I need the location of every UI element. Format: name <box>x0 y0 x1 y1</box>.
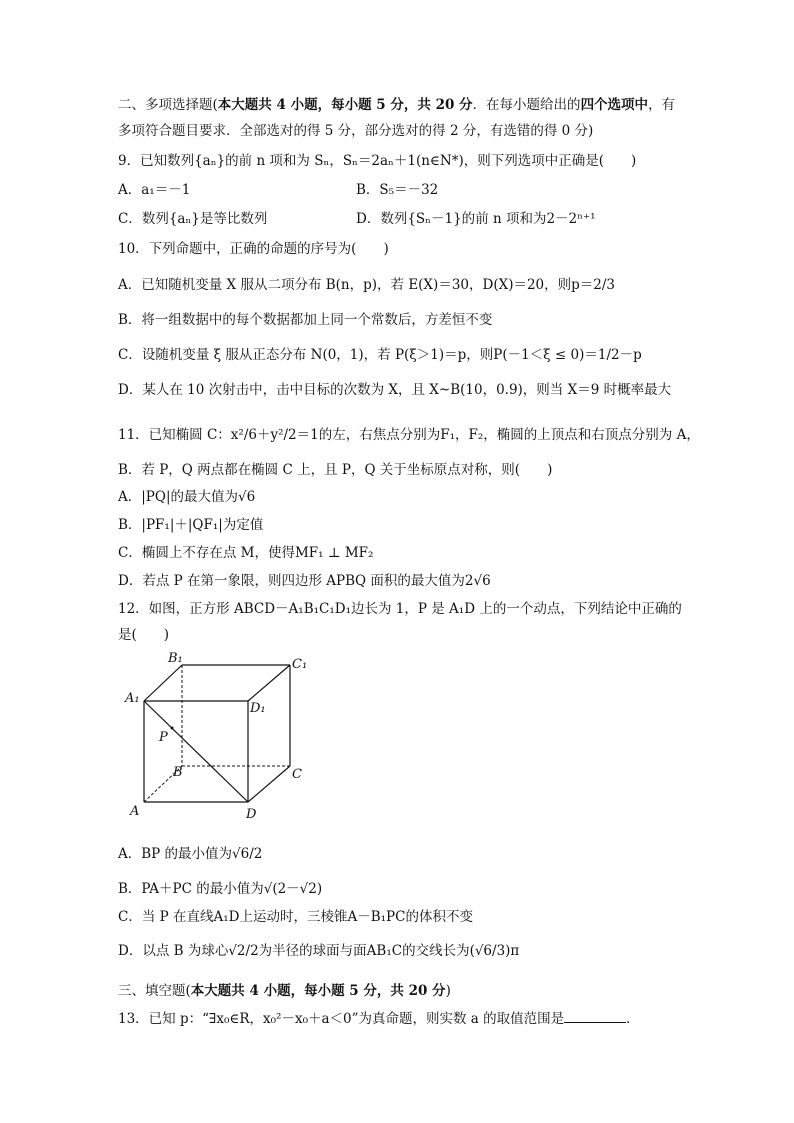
cube-figure <box>120 650 320 825</box>
q13-stem <box>118 1010 640 1028</box>
label-c1: C₁ <box>292 657 308 672</box>
q11-stem-line2: B．若 P，Q 两点都在椭圆 C 上，且 P，Q 关于坐标原点对称，则( ) <box>118 462 553 478</box>
section2-heading-part: ．在每小题给出的 <box>472 97 581 113</box>
q10-option-d: D．某人在 10 次射击中，击中目标的次数为 X，且 X~B(10，0.9)，则当 X＝9 时概率最大 <box>118 382 672 398</box>
section2-heading-part: ，有 <box>648 97 676 113</box>
q13-text: 13．已知 p：“∃x₀∈R，x₀²－x₀＋a＜0”为真命题，则实数 a 的取值范围是 <box>118 1011 565 1027</box>
q11-option-c: C．椭圆上不存在点 M，使得MF₁ ⊥ MF₂ <box>118 545 374 561</box>
q10-option-a: A．已知随机变量 X 服从二项分布 B(n，p)，若 E(X)＝30，D(X)＝20，则p＝2/3 <box>118 277 616 293</box>
q12-option-d: D．以点 B 为球心√2/2为半径的球面与面AB₁C的交线长为(√6/3)π <box>118 943 520 959</box>
q11-option-d: D．若点 P 在第一象限，则四边形 APBQ 面积的最大值为2√6 <box>118 573 491 589</box>
edge-d1c1 <box>248 665 290 701</box>
q13-end: ． <box>626 1011 640 1027</box>
q9-option-b: B．S₅＝－32 <box>356 182 439 198</box>
section2-heading-bold: 本大题共 4 小题，每小题 5 分，共 20 分 <box>217 97 473 113</box>
label-b: B <box>173 765 183 780</box>
section3-heading-part: 三、填空题( <box>118 983 191 999</box>
q11-stem-line1: 11．已知椭圆 C：x²/6＋y²/2＝1的左，右焦点分别为F₁，F₂，椭圆的上顶点和右顶点分别为 A， <box>118 427 700 443</box>
q12-option-c: C．当 P 在直线A₁D上运动时，三棱锥A－B₁PC的体积不变 <box>118 909 473 925</box>
section2-heading-part: 二、多项选择题( <box>118 97 218 113</box>
label-a: A <box>130 804 140 819</box>
label-d1: D₁ <box>250 701 266 716</box>
section2-heading-bold: 四个选项中 <box>580 97 649 113</box>
label-p: P <box>159 730 168 745</box>
section3-heading-bold: 本大题共 4 小题，每小题 5 分，共 20 分 <box>190 983 446 999</box>
section3-heading-part: ) <box>445 983 451 999</box>
q9-option-d: D．数列{Sₙ－1}的前 n 项和为2－2ⁿ⁺¹ <box>356 211 596 227</box>
q10-stem: 10．下列命题中，正确的命题的序号为( ) <box>118 241 389 257</box>
section2-heading-line2: 多项符合题目要求．全部选对的得 5 分，部分选对的得 2 分，有选错的得 0 分) <box>118 123 594 139</box>
q12-stem-line1: 12．如图，正方形 ABCD－A₁B₁C₁D₁边长为 1，P 是 A₁D 上的一个动点，下列结论中正确的 <box>118 601 682 617</box>
label-c: C <box>292 767 302 782</box>
q11-option-b: B．|PF₁|＋|QF₁|为定值 <box>118 517 264 533</box>
edge-dc <box>248 766 290 802</box>
point-p <box>171 727 174 730</box>
edge-a1b1 <box>144 665 182 701</box>
q9-stem: 9．已知数列{aₙ}的前 n 项和为 Sₙ，Sₙ＝2aₙ＋1(n∈N*)，则下列选项中正确是( ) <box>118 153 637 169</box>
q12-option-a: A．BP 的最小值为√6/2 <box>118 846 263 862</box>
label-d: D <box>246 807 257 822</box>
q9-option-a: A．a₁＝－1 <box>118 182 191 198</box>
label-b1: B₁ <box>168 651 183 666</box>
section3-heading <box>118 982 451 1000</box>
q10-option-b: B．将一组数据中的每个数据都加上同一个常数后，方差恒不变 <box>118 312 493 328</box>
q13-answer-blank[interactable] <box>564 1010 626 1023</box>
q10-option-c: C．设随机变量 ξ 服从正态分布 N(0，1)，若 P(ξ＞1)＝p，则P(－1＜ξ ≤ 0)＝1/2－p <box>118 347 642 363</box>
q12-stem-line2: 是( ) <box>118 627 170 643</box>
q11-option-a: A．|PQ|的最大值为√6 <box>118 489 256 505</box>
q12-option-b: B．PA＋PC 的最小值为√(2－√2) <box>118 881 323 897</box>
section2-heading <box>118 96 675 114</box>
label-a1: A₁ <box>125 691 140 706</box>
q9-option-c: C．数列{aₙ}是等比数列 <box>118 211 268 227</box>
